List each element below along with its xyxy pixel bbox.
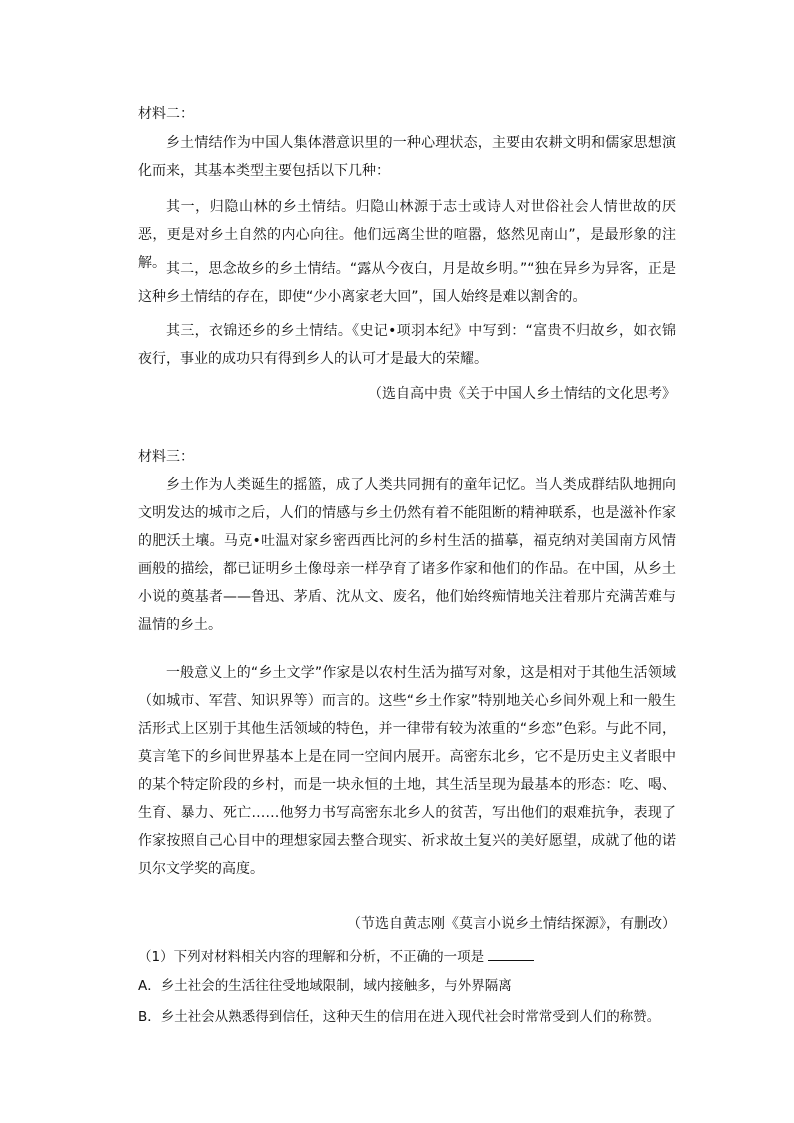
material3-paragraph-1: 乡土作为人类诞生的摇篮，成了人类共同拥有的童年记忆。当人类成群结队地拥向文明发达的城市之后，人们的情感与乡土仍然有着不能阻断的精神联系，也是滋补作家的肥沃土壤。马克•吐温对家乡密西西比河的乡村生活的描摹，福克纳对美国南方风情画般的描绘，都已证明乡土像母亲一样孕育了诸多作家和他们的作品。在中国，从乡土小说的奠基者——鲁迅、茅盾、沈从文、废名，他们始终痴情地关注着那片充满苦难与温情的乡土。 [138,477,676,633]
material2-paragraph-3: 其二，思念故乡的乡土情结。“露从今夜白，月是故乡明。”“独在异乡为异客，正是这种乡土情结的存在，即使“少小离家老大回”，国人始终是难以割舍的。 [138,261,676,305]
option-a: A．乡土社会的生活往往受地域限制，域内接触多，与外界隔离 [138,978,512,994]
material2-paragraph-1: 乡土情结作为中国人集体潜意识里的一种心理状态，主要由农耕文明和儒家思想演化而来，其基本类型主要包括以下几种： [138,135,676,179]
material3-heading: 材料三： [138,449,194,465]
question-stem-text: （1）下列对材料相关内容的理解和分析，不正确的一项是 [138,949,485,965]
question-stem [138,946,534,966]
material2-source: （选自高中贵《关于中国人乡土情结的文化思考》 [368,386,676,402]
material3-paragraph-2: 一般意义上的“乡土文学”作家是以农村生活为描写对象，这是相对于其他生活领域（如城市、军营、知识界等）而言的。这些“乡土作家”特别地关心乡间外观上和一般生活形式上区别于其他生活领域的特色，并一律带有较为浓重的“乡恋”色彩。与此不同，莫言笔下的乡间世界基本上是在同一空间内展开。高密东北乡，它不是历史主义者眼中的某个特定阶段的乡村，而是一块永恒的土地，其生活呈现为最基本的形态：吃、喝、生育、暴力、死亡……他努力书写高密东北乡人的贫苦，写出他们的艰难抗争，表现了作家按照自己心目中的理想家园去整合现实、祈求故土复兴的美好愿望，成就了他的诺贝尔文学奖的高度。 [138,665,676,877]
material2-paragraph-4: 其三，衣锦还乡的乡土情结。《史记•项羽本纪》中写到：“富贵不归故乡，如衣锦夜行，事业的成功只有得到乡人的认可才是最大的荣耀。 [138,323,676,367]
option-b: B．乡土社会从熟悉得到信任，这种天生的信用在进入现代社会时常常受到人们的称赞。 [138,1009,661,1025]
material2-paragraph-2: 其一，归隐山林的乡土情结。归隐山林源于志士或诗人对世俗社会人情世故的厌恶，更是对乡土自然的内心向往。他们远离尘世的喧嚣，悠然见南山”，是最形象的注解。 [138,199,676,271]
material3-source: （节选自黄志刚《莫言小说乡土情结探源》，有删改） [347,916,676,932]
material2-heading: 材料二： [138,106,194,122]
answer-blank[interactable] [488,946,534,961]
